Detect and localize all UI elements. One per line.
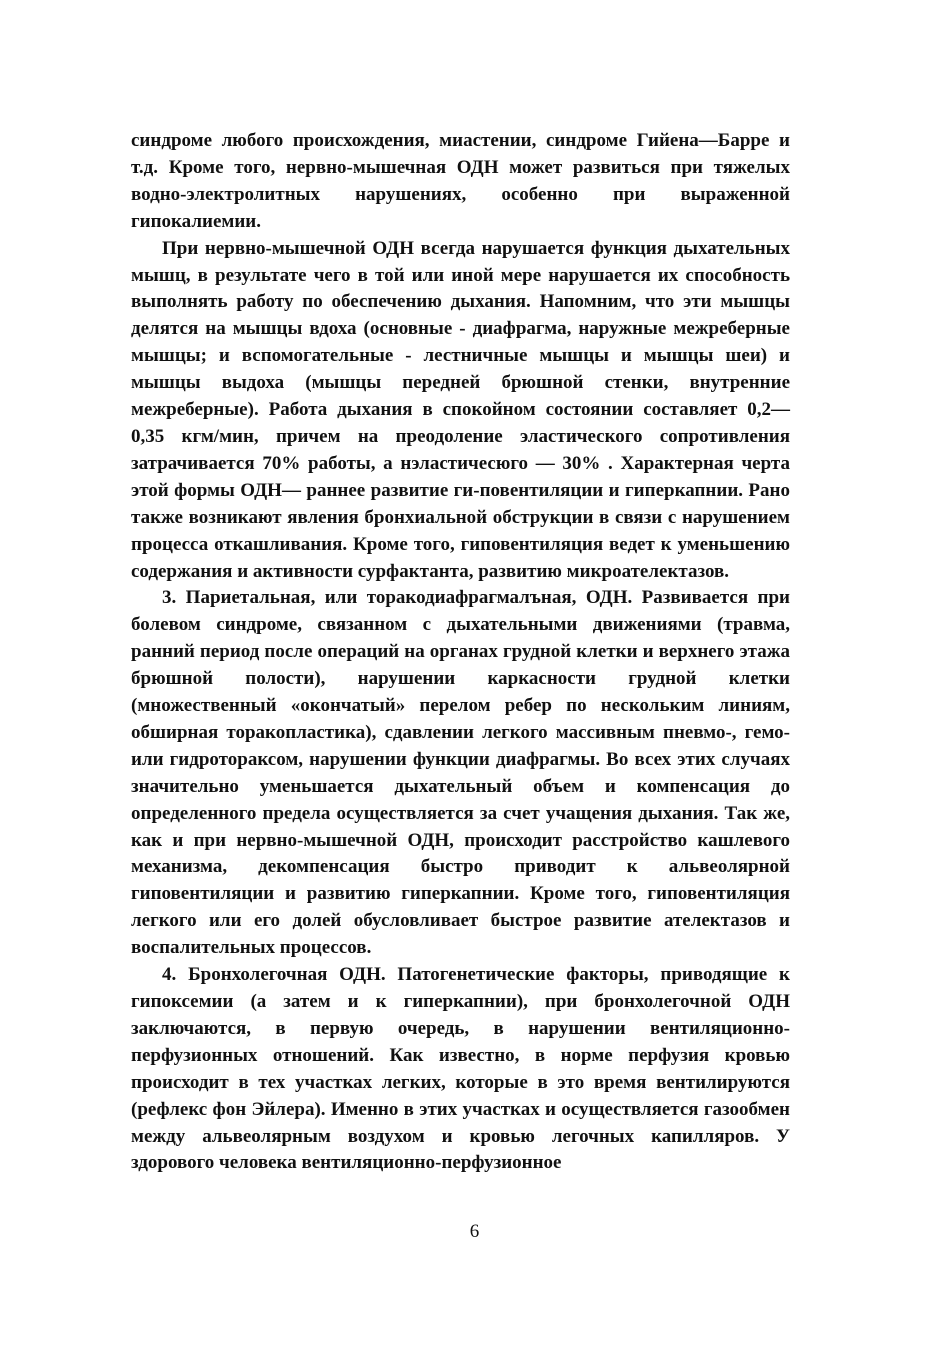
paragraph-continuation: синдроме любого происхождения, миастении, синдроме Гийена—Барре и т.д. Кроме того, нервно-мышечная ОДН может развиться при тяжелых водно-электролитных нарушениях, особенно при выраженной гипокалиемии. <box>131 130 790 232</box>
paragraph-neuromuscular: При нервно-мышечной ОДН всегда нарушается функция дыхательных мышц, в результате чего в той или иной мере нарушается их способность выполнять работу по обеспечению дыхания. Напомним, что эти мышцы делятся на мышцы вдоха (основные - диафрагма, наружные межреберные мышцы; и вспомогательные - лестничные мышцы и мышцы шеи) и мышцы выдоха (мышцы передней брюшной стенки, внутренние межреберные). Работа дыхания в спокойном состоянии составляет 0,2— 0,35 кгм/мин, причем на преодоление эластического сопротивления затрачивается 70% работы, а нэластичесюго — 30% . Характерная черта этой формы ОДН— раннее развитие ги-повентиляции и гиперкапнии. Рано также возникают явления бронхиальной обструкции в связи с нарушением процесса откашливания. Кроме того, гиповентиляция ведет к уменьшению содержания и активности сурфактанта, развитию микроателектазов. <box>131 237 790 582</box>
page-number: 6 <box>469 1221 480 1242</box>
paragraph-bronchopulmonary: 4. Бронхолегочная ОДН. Патогенетические факторы, приводящие к гипоксемии (а затем и к гиперкапнии), при бронхолегочной ОДН заключаются, в первую очередь, в нарушении вентиляционно-перфузионных отношений. Как известно, в норме перфузия кровью происходит в тех участках легких, которые в это время вентилируются (рефлекс фон Эйлера). Именно в этих участках и осуществляется газообмен между альвеолярным воздухом и кровью легочных капилляров. У здорового человека вентиляционно-перфузионное <box>131 964 790 1174</box>
body-text <box>131 128 790 1177</box>
paragraph-parietal: 3. Париетальная, или торакодиафрагмалъная, ОДН. Развивается при болевом синдроме, связанном с дыхательными движениями (травма, ранний период после операций на органах грудной клетки и верхнего этажа брюшной полости), нарушении каркасности грудной клетки (множественный «окончатый» перелом ребер по нескольким линиям, обширная торакопластика), сдавлении легкого массивным пневмо-, гемо- или гидротораксом, нарушении функции диафрагмы. Во всех этих случаях значительно уменьшается дыхательный объем и компенсация до определенного предела осуществляется за счет учащения дыхания. Так же, как и при нервно-мышечной ОДН, происходит расстройство кашлевого механизма, декомпенсация быстро приводит к альвеолярной гиповентиляции и развитию гиперкапнии. Кроме того, гиповентиляция легкого или его долей обусловливает быстрое развитие ателектазов и воспалительных процессов. <box>131 587 790 959</box>
